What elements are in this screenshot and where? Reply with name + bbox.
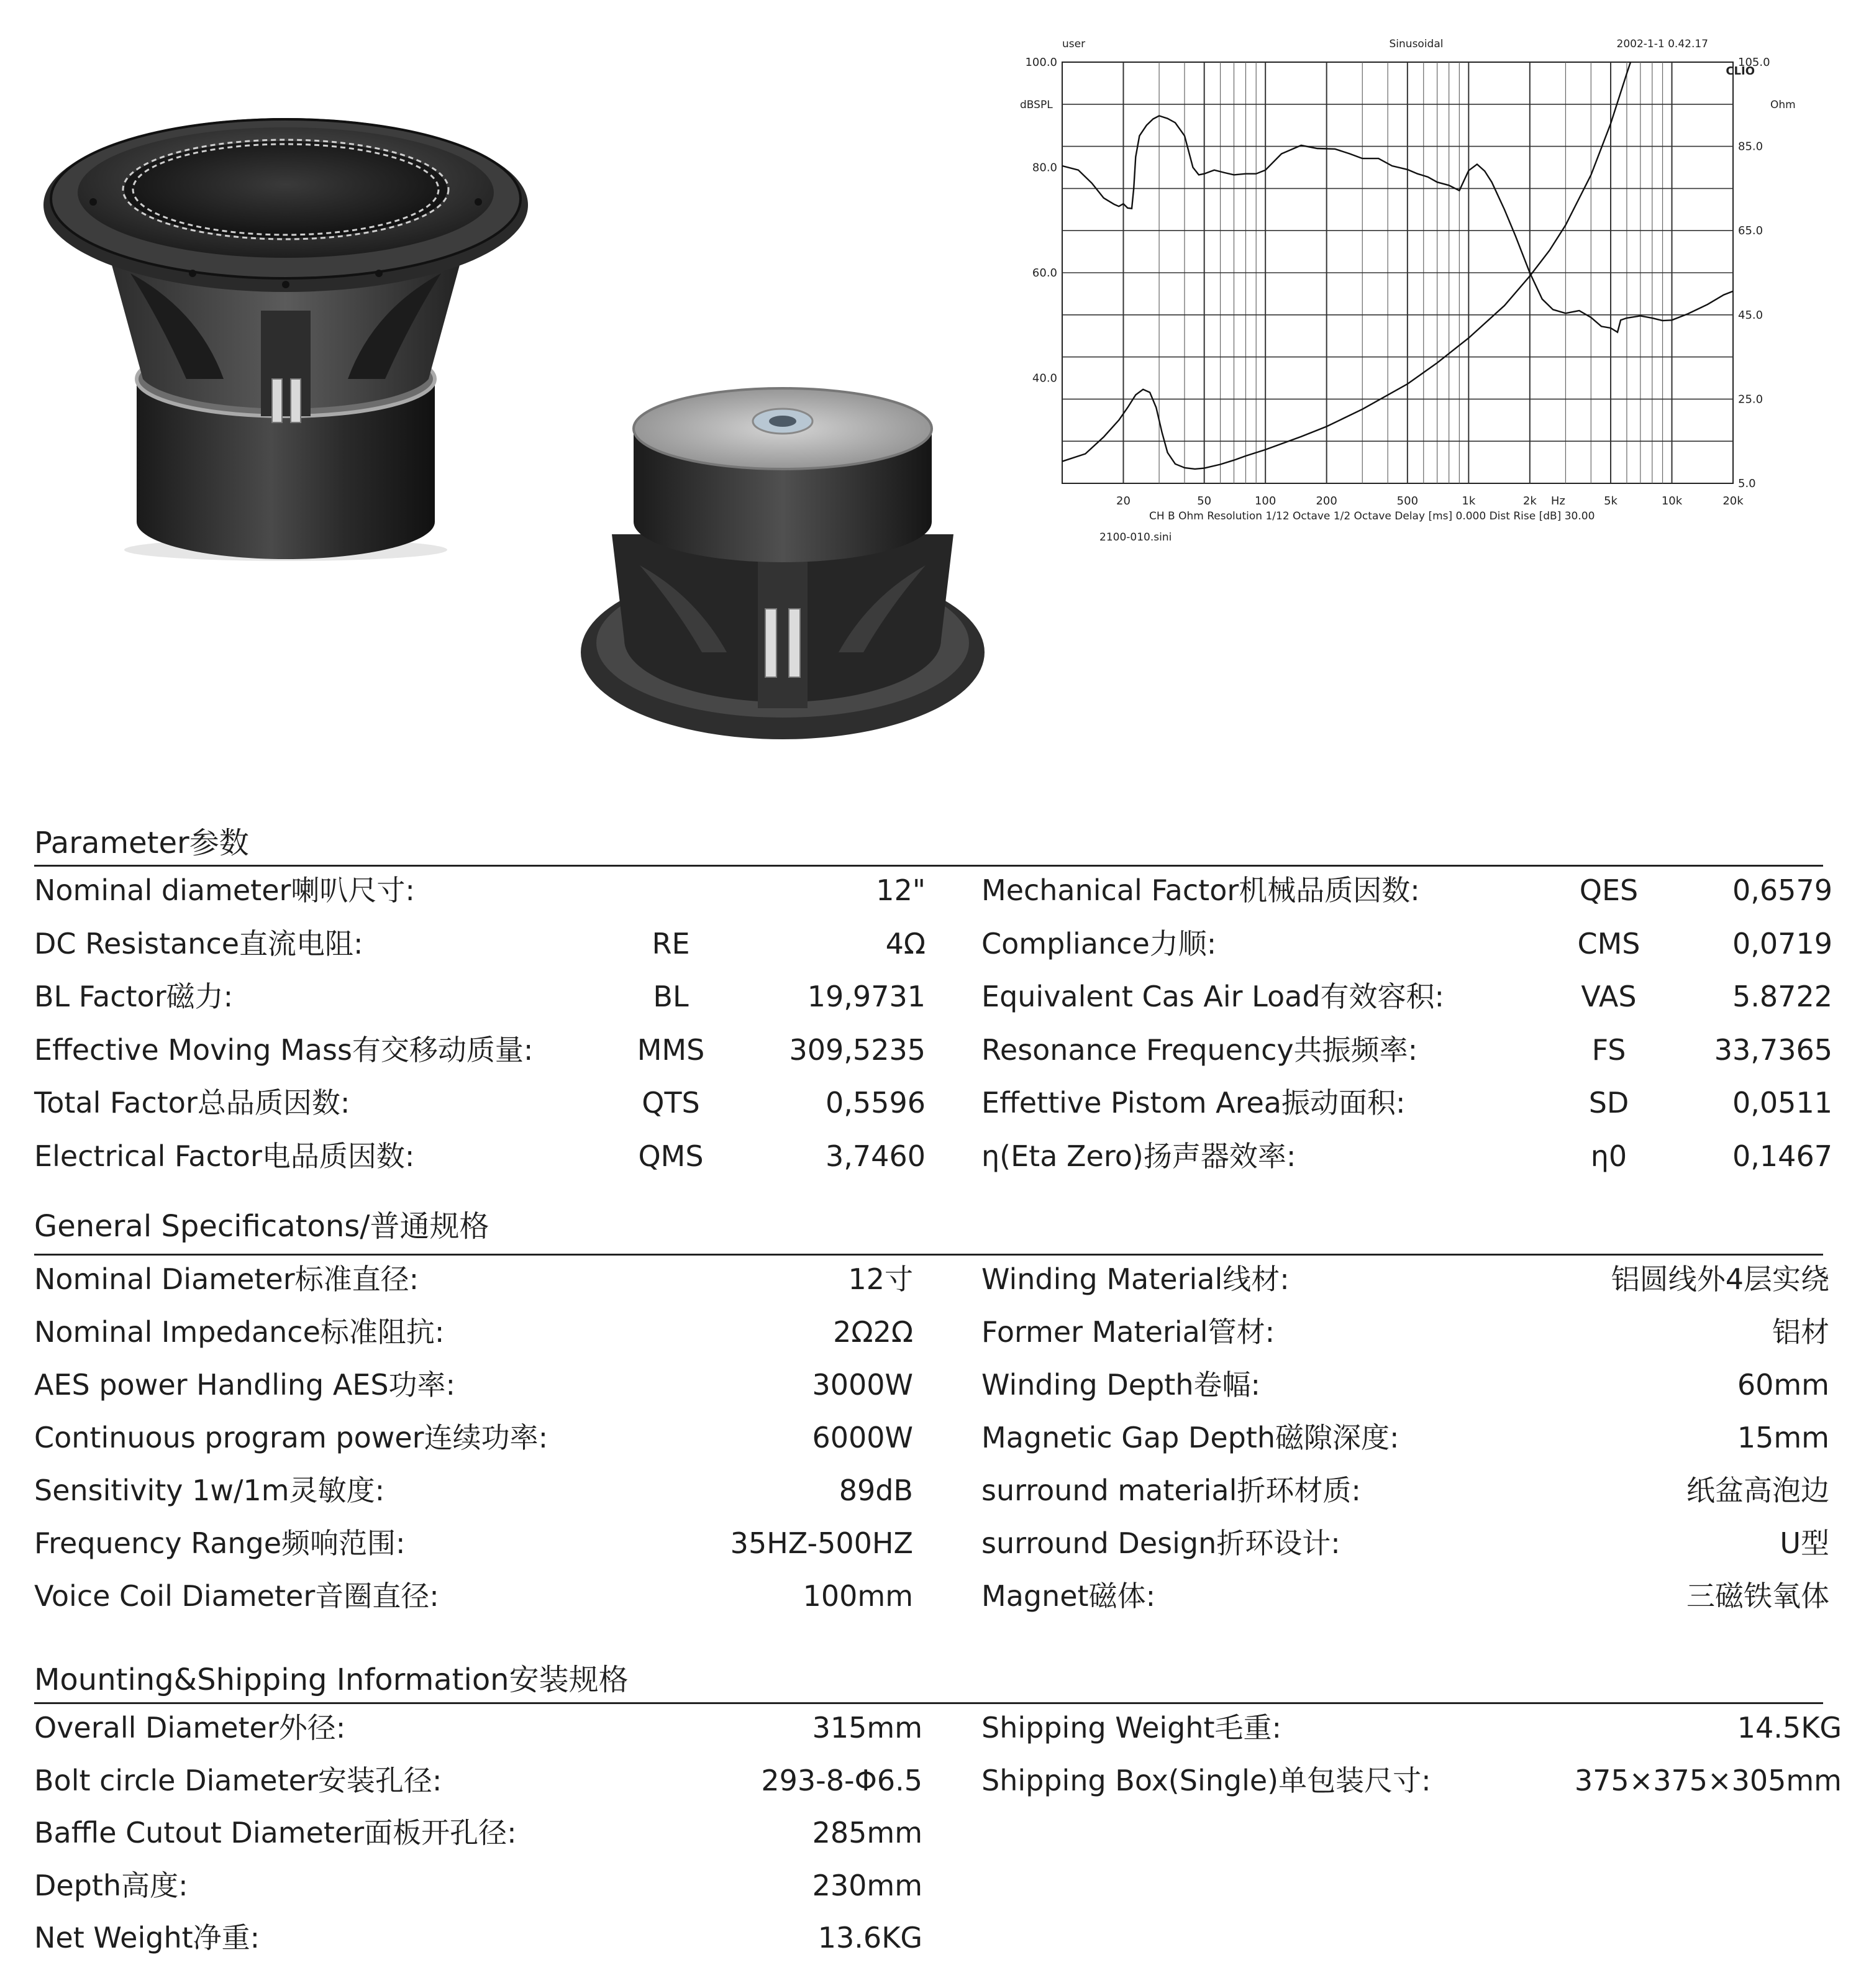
chart-grid — [1062, 62, 1733, 483]
right-axis-tick-label: 5.0 — [1738, 477, 1756, 490]
x-axis-tick-label: 20 — [1116, 495, 1131, 508]
chart-header-mode: Sinusoidal — [1389, 38, 1444, 50]
spec-label: Effettive Pistom Area振动面积: — [981, 1086, 1406, 1119]
spec-symbol: SD — [1588, 1086, 1629, 1119]
spec-value: 60mm — [1737, 1368, 1829, 1402]
left-axis-tick-label: 40.0 — [1032, 372, 1057, 385]
spec-label: Total Factor总品质因数: — [34, 1086, 350, 1119]
spec-symbol: FS — [1591, 1033, 1626, 1067]
right-axis-unit: Ohm — [1770, 99, 1796, 111]
x-axis-tick-label: 10k — [1661, 495, 1683, 508]
x-axis-tick-label: 2k — [1522, 495, 1537, 508]
spec-value: 0,6579 — [1732, 873, 1832, 907]
x-axis-tick-label: 200 — [1316, 495, 1337, 508]
right-axis-tick-label: 45.0 — [1738, 308, 1763, 322]
spec-label: surround material折环材质: — [981, 1474, 1361, 1507]
section-divider — [34, 865, 1823, 867]
spec-label: Net Weight净重: — [34, 1921, 260, 1954]
right-axis-tick-label: 65.0 — [1738, 224, 1763, 238]
spec-value: 铝圆线外4层实绕 — [1611, 1262, 1829, 1296]
spec-value: 3000W — [812, 1368, 913, 1402]
spec-label: Former Material管材: — [981, 1315, 1275, 1349]
spec-label: Magnetic Gap Depth磁隙深度: — [981, 1421, 1399, 1454]
left-axis-unit: dBSPL — [1020, 99, 1053, 111]
spec-value: 315mm — [812, 1711, 922, 1744]
spec-value: 100mm — [803, 1579, 913, 1613]
spec-label: Winding Material线材: — [981, 1262, 1290, 1296]
spec-value: 309,5235 — [789, 1033, 926, 1067]
spec-value: 0,5596 — [826, 1086, 926, 1119]
x-axis-tick-label: 500 — [1396, 495, 1419, 508]
spec-symbol: MMS — [637, 1033, 705, 1067]
spec-label: Bolt circle Diameter安装孔径: — [34, 1763, 442, 1797]
spec-label: Nominal diameter喇叭尺寸: — [34, 873, 415, 907]
spec-label: Magnet磁体: — [981, 1579, 1156, 1613]
spec-value: 15mm — [1737, 1421, 1829, 1454]
x-axis-unit-label: Hz — [1550, 495, 1565, 508]
spec-label: Effective Moving Mass有交移动质量: — [34, 1033, 534, 1067]
section-title: Parameter参数 — [34, 826, 249, 860]
spec-value: 19,9731 — [807, 980, 926, 1013]
spec-label: Winding Depth卷幅: — [981, 1368, 1260, 1402]
x-axis-tick-label: 20k — [1722, 495, 1744, 508]
x-axis-tick-label: 50 — [1197, 495, 1212, 508]
impedance-curve — [1062, 62, 1631, 469]
spec-symbol: RE — [652, 926, 690, 960]
spec-label: η(Eta Zero)扬声器效率: — [981, 1139, 1296, 1173]
spec-label: Nominal Diameter标准直径: — [34, 1262, 419, 1296]
spec-value: 纸盆高泡边 — [1686, 1474, 1829, 1507]
spec-value: 33,7365 — [1714, 1033, 1832, 1067]
spec-value: U型 — [1780, 1526, 1829, 1560]
spec-value: 89dB — [839, 1474, 913, 1507]
spec-value: 12" — [876, 873, 926, 907]
spl-response-curve — [1062, 116, 1733, 332]
left-axis-tick-label: 60.0 — [1032, 267, 1057, 280]
spec-label: Continuous program power连续功率: — [34, 1421, 548, 1454]
chart-header-date: 2002-1-1 0.42.17 — [1616, 38, 1708, 50]
spec-symbol: BL — [653, 980, 689, 1013]
spec-label: Shipping Box(Single)单包装尺寸: — [981, 1763, 1431, 1797]
spec-label: Equivalent Cas Air Load有效容积: — [981, 980, 1445, 1013]
chart-ticks — [1025, 56, 1770, 508]
spec-symbol: CMS — [1577, 926, 1640, 960]
spec-value: 0,0511 — [1732, 1086, 1832, 1119]
spec-label: AES power Handling AES功率: — [34, 1368, 456, 1402]
spec-label: Electrical Factor电品质因数: — [34, 1139, 415, 1173]
x-axis-tick-label: 5k — [1604, 495, 1618, 508]
spec-value: 0,1467 — [1732, 1139, 1832, 1173]
spec-label: Nominal Impedance标准阻抗: — [34, 1315, 445, 1349]
spec-value: 293-8-Φ6.5 — [761, 1763, 922, 1797]
frequency-response-chart — [994, 31, 1839, 553]
spec-label: DC Resistance直流电阻: — [34, 926, 363, 960]
spec-label: Mechanical Factor机械品质因数: — [981, 873, 1420, 907]
section-divider — [34, 1254, 1823, 1256]
spec-label: Voice Coil Diameter音圈直径: — [34, 1579, 439, 1613]
section-title: General Specificatons/普通规格 — [34, 1209, 489, 1244]
spec-label: Frequency Range频响范围: — [34, 1526, 406, 1560]
spec-label: Shipping Weight毛重: — [981, 1711, 1282, 1744]
spec-value: 3,7460 — [826, 1139, 926, 1173]
spec-label: Sensitivity 1w/1m灵敏度: — [34, 1474, 385, 1507]
right-axis-tick-label: 85.0 — [1738, 140, 1763, 153]
spec-value: 12寸 — [848, 1262, 913, 1296]
chart-header-user: user — [1062, 38, 1086, 50]
left-axis-tick-label: 100.0 — [1025, 56, 1057, 69]
right-axis-tick-label: 25.0 — [1738, 393, 1763, 406]
subwoofer-rear-photo — [571, 360, 994, 770]
spec-label: Compliance力顺: — [981, 926, 1217, 960]
spec-value: 35HZ-500HZ — [730, 1526, 913, 1560]
spec-symbol: QES — [1579, 873, 1639, 907]
spec-value: 4Ω — [885, 926, 926, 960]
spec-symbol: QTS — [642, 1086, 700, 1119]
spec-label: BL Factor磁力: — [34, 980, 234, 1013]
spec-value: 285mm — [812, 1816, 922, 1849]
x-axis-tick-label: 100 — [1254, 495, 1276, 508]
left-axis-tick-label: 80.0 — [1032, 161, 1057, 175]
spec-value: 2Ω2Ω — [833, 1315, 913, 1349]
spec-symbol: η0 — [1590, 1139, 1627, 1173]
x-axis-tick-label: 1k — [1462, 495, 1476, 508]
spec-value: 375×375×305mm — [1574, 1763, 1842, 1797]
spec-symbol: VAS — [1581, 980, 1637, 1013]
right-axis-tick-label: 105.0 — [1738, 56, 1770, 69]
spec-label: surround Design折环设计: — [981, 1526, 1340, 1560]
spec-value: 14.5KG — [1737, 1711, 1842, 1744]
spec-value: 6000W — [812, 1421, 913, 1454]
spec-value: 13.6KG — [817, 1921, 922, 1954]
spec-value: 铝材 — [1772, 1315, 1829, 1349]
chart-brand-logo: CLIO — [1726, 65, 1755, 78]
spec-value: 230mm — [812, 1868, 922, 1902]
spec-value: 0,0719 — [1732, 926, 1832, 960]
subwoofer-front-photo — [37, 87, 559, 572]
chart-filename: 2100-010.sini — [1099, 531, 1172, 544]
spec-symbol: QMS — [638, 1139, 704, 1173]
spec-value: 三磁铁氧体 — [1686, 1579, 1829, 1613]
section-title: Mounting&Shipping Information安装规格 — [34, 1662, 629, 1697]
spec-label: Resonance Frequency共振频率: — [981, 1033, 1418, 1067]
spec-label: Overall Diameter外径: — [34, 1711, 346, 1744]
chart-curves — [1062, 62, 1733, 469]
chart-footer: CH B Ohm Resolution 1/12 Octave 1/2 Octave Delay [ms] 0.000 Dist Rise [dB] 30.00 — [1149, 510, 1595, 522]
spec-label: Baffle Cutout Diameter面板开孔径: — [34, 1816, 517, 1849]
spec-value: 5.8722 — [1732, 980, 1832, 1013]
spec-label: Depth高度: — [34, 1868, 188, 1902]
section-divider — [34, 1702, 1823, 1704]
